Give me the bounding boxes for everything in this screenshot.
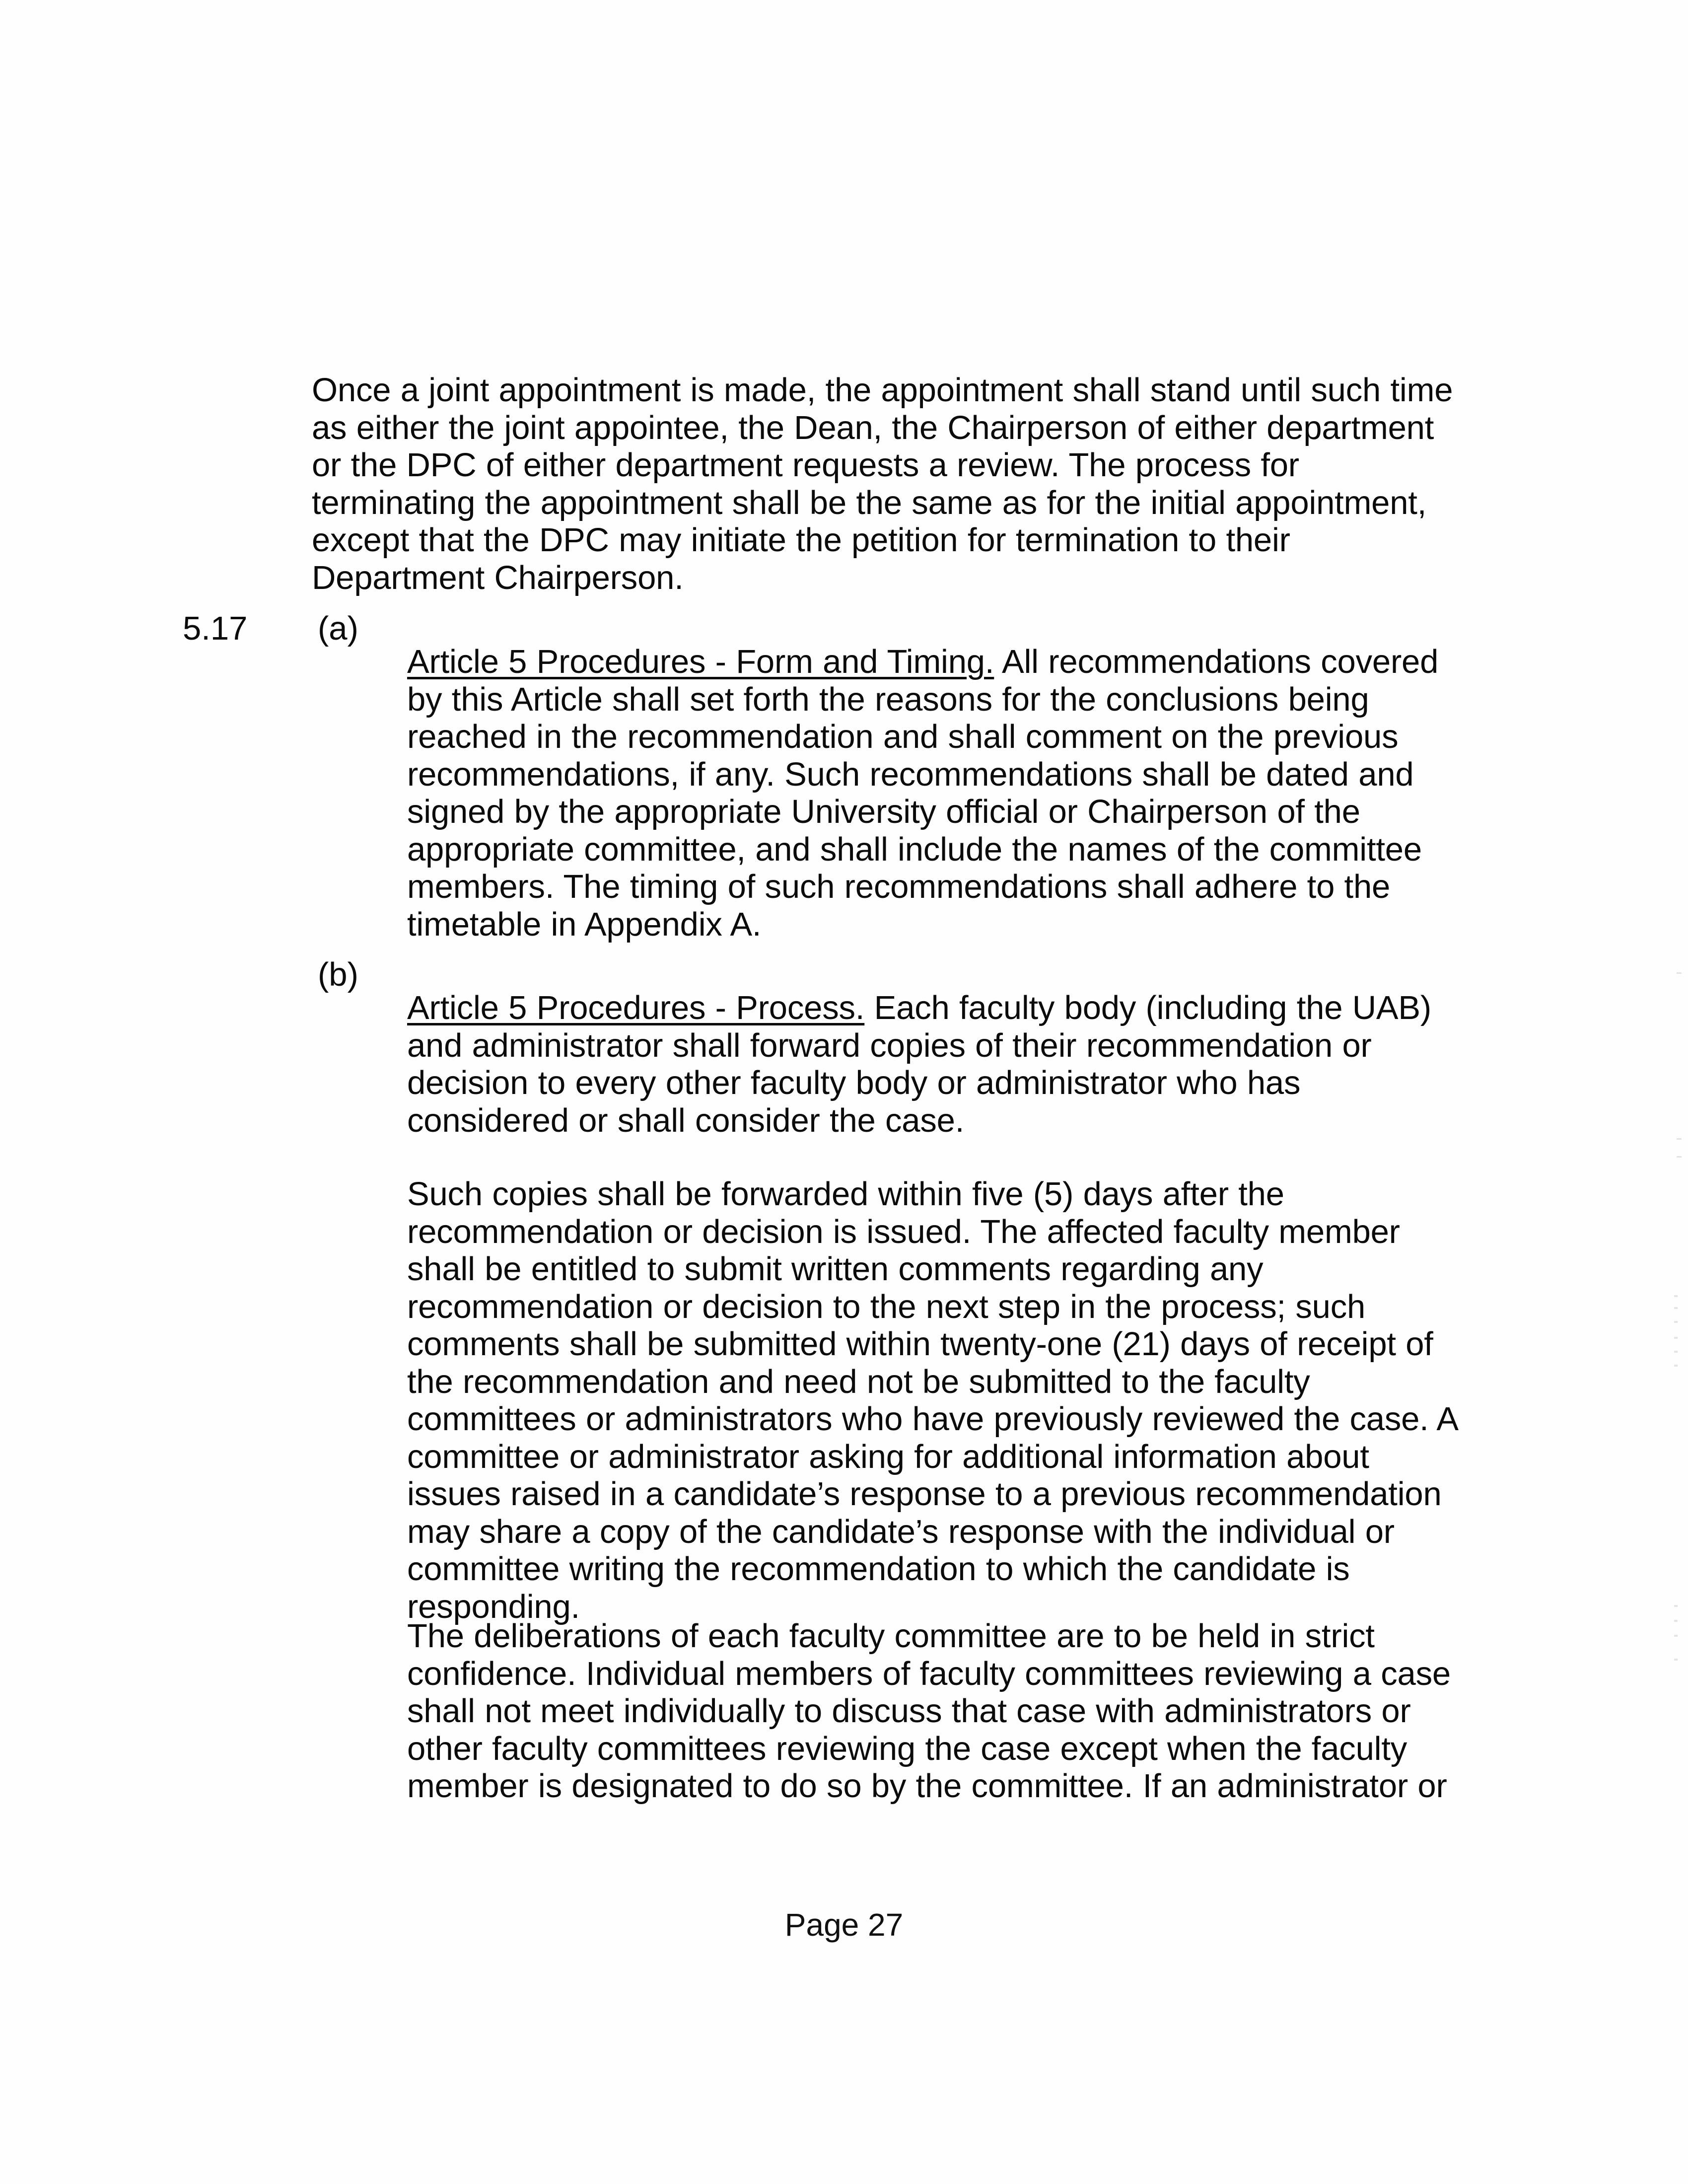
clause-a-run-in-heading: Article 5 Procedures - Form and Timing. <box>407 643 994 680</box>
scan-speckle <box>1674 1295 1678 1297</box>
scan-speckle <box>1677 972 1682 974</box>
clause-number: 5.17 <box>183 610 248 647</box>
clause-b-run-in-heading: Article 5 Procedures - Process. <box>407 989 865 1026</box>
scan-speckle <box>1674 1365 1678 1367</box>
clause-a-body: All recommendations covered by this Article shall set forth the reasons for the conclusions being reached in the recommendation and shall comment on the previous recommendations, if any. Such recommendations shall be dated and signed by the appropriate University official or Chairperson of the appropriate committee, and shall include the names of the committee members. The timing of such recommendations shall adhere to the timetable in Appendix A. <box>407 643 1439 943</box>
scan-speckle <box>1674 1337 1678 1339</box>
clause-letter-a: (a) <box>318 610 358 647</box>
scan-speckle <box>1674 1321 1678 1323</box>
scan-speckle <box>1674 1620 1678 1622</box>
clause-a-text <box>407 643 1460 943</box>
page-number-footer: Page 27 <box>784 1907 904 1943</box>
scan-speckle <box>1677 1156 1682 1158</box>
intro-paragraph: Once a joint appointment is made, the appointment shall stand until such time as either the joint appointee, the Dean, the Chairperson of either department or the DPC of either department requests a review. The process for terminating the appointment shall be the same as for the initial appointment, except that the DPC may initiate the petition for termination to their Department Chairperson. <box>312 371 1453 596</box>
scan-speckle <box>1674 1635 1678 1637</box>
clause-letter-b: (b) <box>318 956 358 993</box>
scan-speckle <box>1677 1138 1682 1140</box>
scan-speckle <box>1674 1307 1678 1309</box>
sub-paragraph-forwarding-copies: Such copies shall be forwarded within five (5) days after the recommendation or decision is issued. The affected faculty member shall be entitled to submit written comments regarding any recommendation or decision to the next step in the process; such comments shall be submitted within twenty-one (21) days of receipt of the recommendation and need not be submitted to the faculty committees or administrators who have previously reviewed the case. A committee or administrator asking for additional information about issues raised in a candidate’s response to a previous recommendation may share a copy of the candidate’s response with the individual or committee writing the recommendation to which the candidate is responding. <box>407 1175 1457 1625</box>
clause-b-body: Each faculty body (including the UAB) and administrator shall forward copies of their recommendation or decision to every other faculty body or administrator who has considered or shall consider the case. <box>407 989 1431 1139</box>
scan-speckle <box>1674 1351 1678 1353</box>
sub-paragraph-deliberations: The deliberations of each faculty committee are to be held in strict confidence. Individual members of faculty committees reviewing a case shall not meet individually to discuss that case with administrators or other faculty committees reviewing the case except when the faculty member is designated to do so by the committee. If an administrator or <box>407 1617 1451 1805</box>
scan-speckle <box>1674 1659 1678 1661</box>
scan-speckle <box>1674 1605 1678 1607</box>
clause-b-text <box>407 989 1460 1139</box>
